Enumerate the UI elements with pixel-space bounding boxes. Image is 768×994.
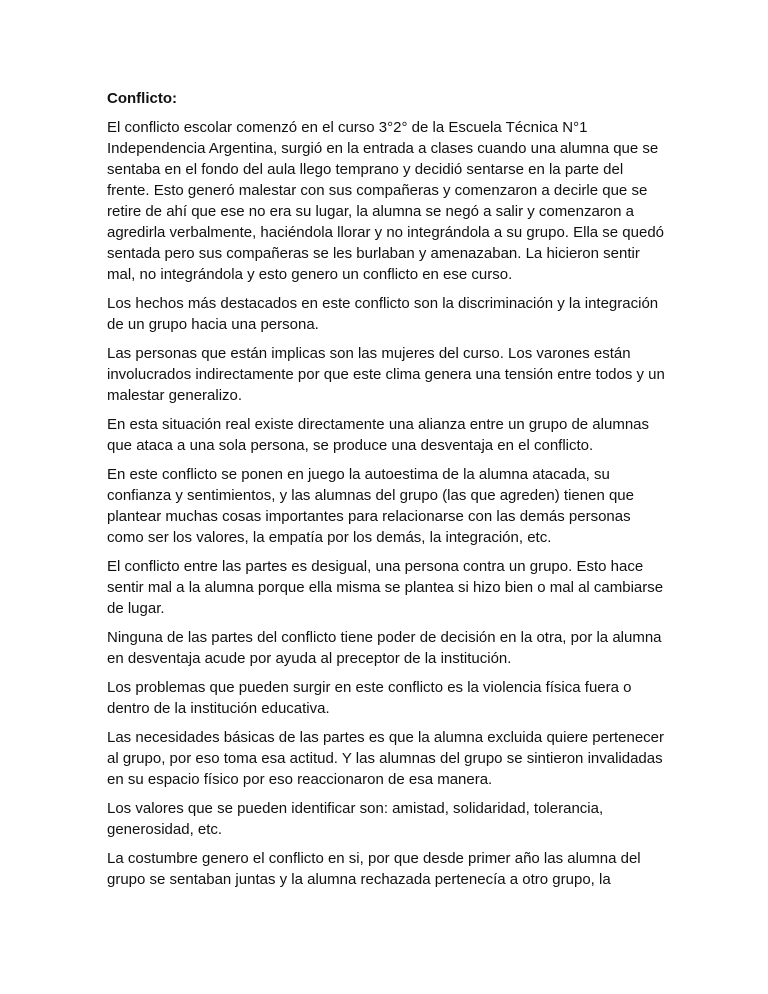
paragraph-9: Las necesidades básicas de las partes es que la alumna excluida quiere pertenecer al grupo, por eso toma esa actitud. Y las alumnas del grupo se sintieron invalidadas en su espacio físico por eso reaccionaron de esa manera.	[107, 729, 665, 788]
paragraph-5: En este conflicto se ponen en juego la autoestima de la alumna atacada, su confianza y sentimientos, y las alumnas del grupo (las que agreden) tienen que plantear muchas cosas importantes para relacionarse con las demás personas como ser los valores, la empatía por los demás, la integración, etc.	[107, 466, 634, 546]
paragraph-7: Ninguna de las partes del conflicto tiene poder de decisión en la otra, por la alumna en desventaja acude por ayuda al preceptor de la institución.	[107, 629, 662, 667]
paragraph-3: Las personas que están implicas son las mujeres del curso. Los varones están involucrados indirectamente por que este clima genera una tensión entre todos y un malestar generalizo.	[107, 345, 665, 404]
paragraph-8: Los problemas que pueden surgir en este conflicto es la violencia física fuera o dentro de la institución educativa.	[107, 679, 632, 717]
paragraph-10: Los valores que se pueden identificar son: amistad, solidaridad, tolerancia, generosidad, etc.	[107, 800, 604, 838]
paragraph-2: Los hechos más destacados en este conflicto son la discriminación y la integración de un grupo hacia una persona.	[107, 295, 659, 333]
document-title: Conflicto:	[107, 90, 177, 107]
paragraph-4: En esta situación real existe directamente una alianza entre un grupo de alumnas que ataca a una sola persona, se produce una desventaja en el conflicto.	[107, 416, 649, 454]
paragraph-1: El conflicto escolar comenzó en el curso 3°2° de la Escuela Técnica N°1 Independencia Argentina, surgió en la entrada a clases cuando una alumna que se sentaba en el fondo del aula llego temprano y decidió sentarse en la parte del frente. Esto generó malestar con sus compañeras y comenzaron a decirle que se retire de ahí que ese no era su lugar, la alumna se negó a salir y comenzaron a agredirla verbalmente, haciéndola llorar y no integrándola a su grupo. Ella se quedó sentada pero sus compañeras se les burlaban y amenazaban. La hicieron sentir mal, no integrándola y esto genero un conflicto en ese curso.	[107, 119, 665, 283]
paragraph-6: El conflicto entre las partes es desigual, una persona contra un grupo. Esto hace sentir mal a la alumna porque ella misma se plantea si hizo bien o mal al cambiarse de lugar.	[107, 558, 664, 617]
paragraph-11: La costumbre genero el conflicto en si, por que desde primer año las alumna del grupo se sentaban juntas y la alumna rechazada pertenecía a otro grupo, la	[107, 850, 641, 888]
document-page	[107, 88, 667, 898]
